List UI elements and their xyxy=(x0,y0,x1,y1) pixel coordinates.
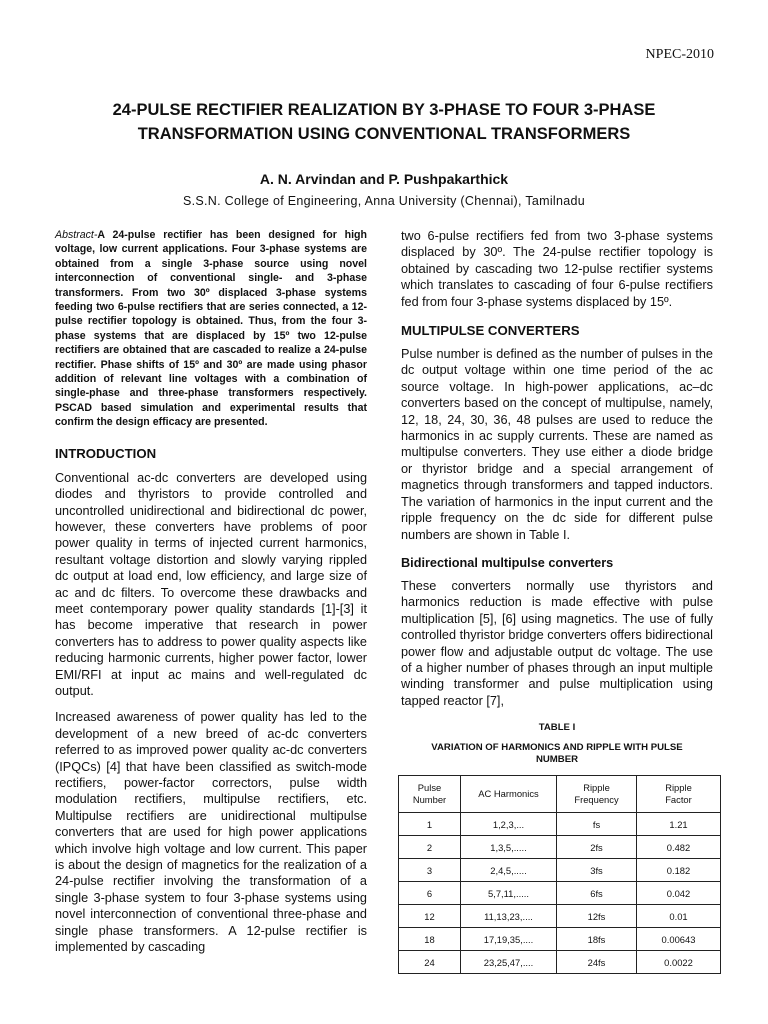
table-row xyxy=(399,813,721,836)
cell-ac-harmonics: 2,4,5,..... xyxy=(461,859,557,882)
header-ripple-frequency xyxy=(557,776,637,813)
header-text: Ripple xyxy=(665,782,692,794)
cell-ripple-factor: 0.00643 xyxy=(637,928,721,951)
introduction-heading: INTRODUCTION xyxy=(55,445,157,461)
header-ac-harmonics xyxy=(461,776,557,813)
cell-ripple-factor: 0.042 xyxy=(637,882,721,905)
intro-continuation: two 6-pulse rectifiers fed from two 3-phase systems displaced by 30º. The 24-pulse rectifier topology is obtained by cascading two 12-pulse rectifier systems which translates to cascading of four 6-pulse rectifiers fed from four 3-phase systems displaced by 15º. xyxy=(401,229,713,309)
header-ripple-factor xyxy=(637,776,721,813)
paper-title xyxy=(40,98,728,146)
abstract-label: Abstract- xyxy=(55,229,98,241)
multipulse-heading: MULTIPULSE CONVERTERS xyxy=(401,323,580,339)
cell-ripple-factor: 0.01 xyxy=(637,905,721,928)
header-text: Frequency xyxy=(574,794,619,806)
cell-ripple-factor: 0.482 xyxy=(637,836,721,859)
header-text: Factor xyxy=(665,794,692,806)
bidirectional-heading: Bidirectional multipulse converters xyxy=(401,555,614,570)
table-header-row xyxy=(399,776,721,813)
table-caption-line: VARIATION OF HARMONICS AND RIPPLE WITH PULSE xyxy=(431,742,683,754)
cell-ripple-factor: 0.0022 xyxy=(637,951,721,974)
bidirectional-paragraph: These converters normally use thyristors and harmonics reduction is made effective with pulse multiplication [5], [6] using magnetics. The use of fully controlled thyristor bridge converters offers bidirectional power flow and adjustable output dc voltage. The use of a higher number of phases through an input multiple winding transformer and pulse multiplication using tapped reactor [7], xyxy=(401,578,713,708)
cell-ripple-frequency: 3fs xyxy=(557,859,637,882)
table-row xyxy=(399,859,721,882)
header-pulse-number xyxy=(399,776,461,813)
cell-pulse-number: 2 xyxy=(399,836,461,859)
cell-ripple-frequency: 6fs xyxy=(557,882,637,905)
cell-ripple-frequency: 2fs xyxy=(557,836,637,859)
cell-pulse-number: 1 xyxy=(399,813,461,836)
cell-ripple-frequency: 24fs xyxy=(557,951,637,974)
harmonics-table xyxy=(398,775,721,974)
cell-pulse-number: 18 xyxy=(399,928,461,951)
cell-ripple-frequency: fs xyxy=(557,813,637,836)
table-caption xyxy=(401,742,713,766)
header-text: AC Harmonics xyxy=(478,788,539,800)
cell-pulse-number: 6 xyxy=(399,882,461,905)
cell-pulse-number: 24 xyxy=(399,951,461,974)
cell-pulse-number: 12 xyxy=(399,905,461,928)
header-text: Ripple xyxy=(583,782,610,794)
cell-ripple-factor: 1.21 xyxy=(637,813,721,836)
conference-label: NPEC-2010 xyxy=(645,47,714,62)
abstract xyxy=(55,228,367,430)
introduction-paragraph-1: Conventional ac-dc converters are developed using diodes and thyristors to provide controlled and uncontrolled unidirectional and bidirectional dc power, however, these converters have problems of poor power quality in terms of injected current harmonics, resultant voltage distortion and slowly varying rippled dc output at load end, low efficiency, and large size of ac and dc filters. To overcome these drawbacks and meet contemporary power quality standards [1]-[3] it has become imperative that research in power converters has to address to power quality aspects like reducing harmonic currents, higher power factor, lower EMI/RFI at input ac mains and well-regulated dc output. xyxy=(55,470,367,698)
cell-ripple-frequency: 12fs xyxy=(557,905,637,928)
header-text: Number xyxy=(412,794,447,806)
table-row xyxy=(399,951,721,974)
table-label: TABLE I xyxy=(538,722,576,734)
table-caption-line: NUMBER xyxy=(535,754,579,766)
cell-ac-harmonics: 5,7,11,..... xyxy=(461,882,557,905)
authors: A. N. Arvindan and P. Pushpakarthick xyxy=(259,171,509,187)
table-row xyxy=(399,882,721,905)
table-row xyxy=(399,905,721,928)
cell-ac-harmonics: 23,25,47,.... xyxy=(461,951,557,974)
cell-ac-harmonics: 11,13,23,.... xyxy=(461,905,557,928)
abstract-text: A 24-pulse rectifier has been designed for high voltage, low current applications. Four 3-phase systems are obtained from a single 3-phase source using novel interconnection of conventional single- and 3-phase transformers. From two 30º displaced 3-phase systems feeding two 6-pulse rectifiers that are series connected, a 12-pulse rectifier topology is obtained. Thus, from the four 3-phase systems that are displaced by 15º two 12-pulse rectifiers are obtained that are cascaded to realize a 24-pulse rectifier. Phase shifts of 15º and 30º are made using phasor addition of relevant line voltages with a combination of single-phase and three-phase transformers respectively. PSCAD based simulation and experimental results that confirm the design efficacy are presented. xyxy=(55,229,367,429)
cell-pulse-number: 3 xyxy=(399,859,461,882)
cell-ac-harmonics: 1,2,3,... xyxy=(461,813,557,836)
right-column xyxy=(401,228,713,974)
introduction-paragraph-2: Increased awareness of power quality has led to the development of a new breed of ac-dc converters referred to as improved power quality ac-dc converters (IPQCs) [4] that have been classified as switch-mode rectifiers, power-factor correctors, pulse width modulation rectifiers, multipulse rectifiers, etc. Multipulse rectifiers are unidirectional multipulse converters that are used for high power applications which involve high voltage and low current. This paper is about the design of magnetics for the realization of a 24-pulse rectifier involving the transformation of a single 3-phase system to four 3-phase systems using novel interconnection of conventional three-phase and single phase transformers. A 12-pulse rectifier is implemented by cascading xyxy=(55,710,367,955)
cell-ripple-factor: 0.182 xyxy=(637,859,721,882)
left-column xyxy=(55,228,367,955)
title-line: 24-PULSE RECTIFIER REALIZATION BY 3-PHASE TO FOUR 3-PHASE xyxy=(112,101,656,119)
table-row xyxy=(399,836,721,859)
multipulse-paragraph: Pulse number is defined as the number of pulses in the dc output voltage within one time period of the ac source voltage. In high-power applications, ac–dc converters based on the concept of multipulse, namely, 12, 18, 24, 30, 36, 48 pulses are used to reduce the harmonics in ac supply currents. These are named as multipulse converters. They use either a diode bridge or thyristor bridge and a special arrangement of magnetics through transformers and tapped inductors. The variation of harmonics in the input current and the ripple frequency on the dc side for different pulse numbers are shown in Table I. xyxy=(401,347,713,542)
cell-ac-harmonics: 1,3,5,..... xyxy=(461,836,557,859)
table-row xyxy=(399,928,721,951)
header-text: Pulse xyxy=(417,782,442,794)
title-line: TRANSFORMATION USING CONVENTIONAL TRANSFORMERS xyxy=(137,125,631,143)
cell-ac-harmonics: 17,19,35,.... xyxy=(461,928,557,951)
cell-ripple-frequency: 18fs xyxy=(557,928,637,951)
affiliation: S.S.N. College of Engineering, Anna University (Chennai), Tamilnadu xyxy=(182,194,586,208)
